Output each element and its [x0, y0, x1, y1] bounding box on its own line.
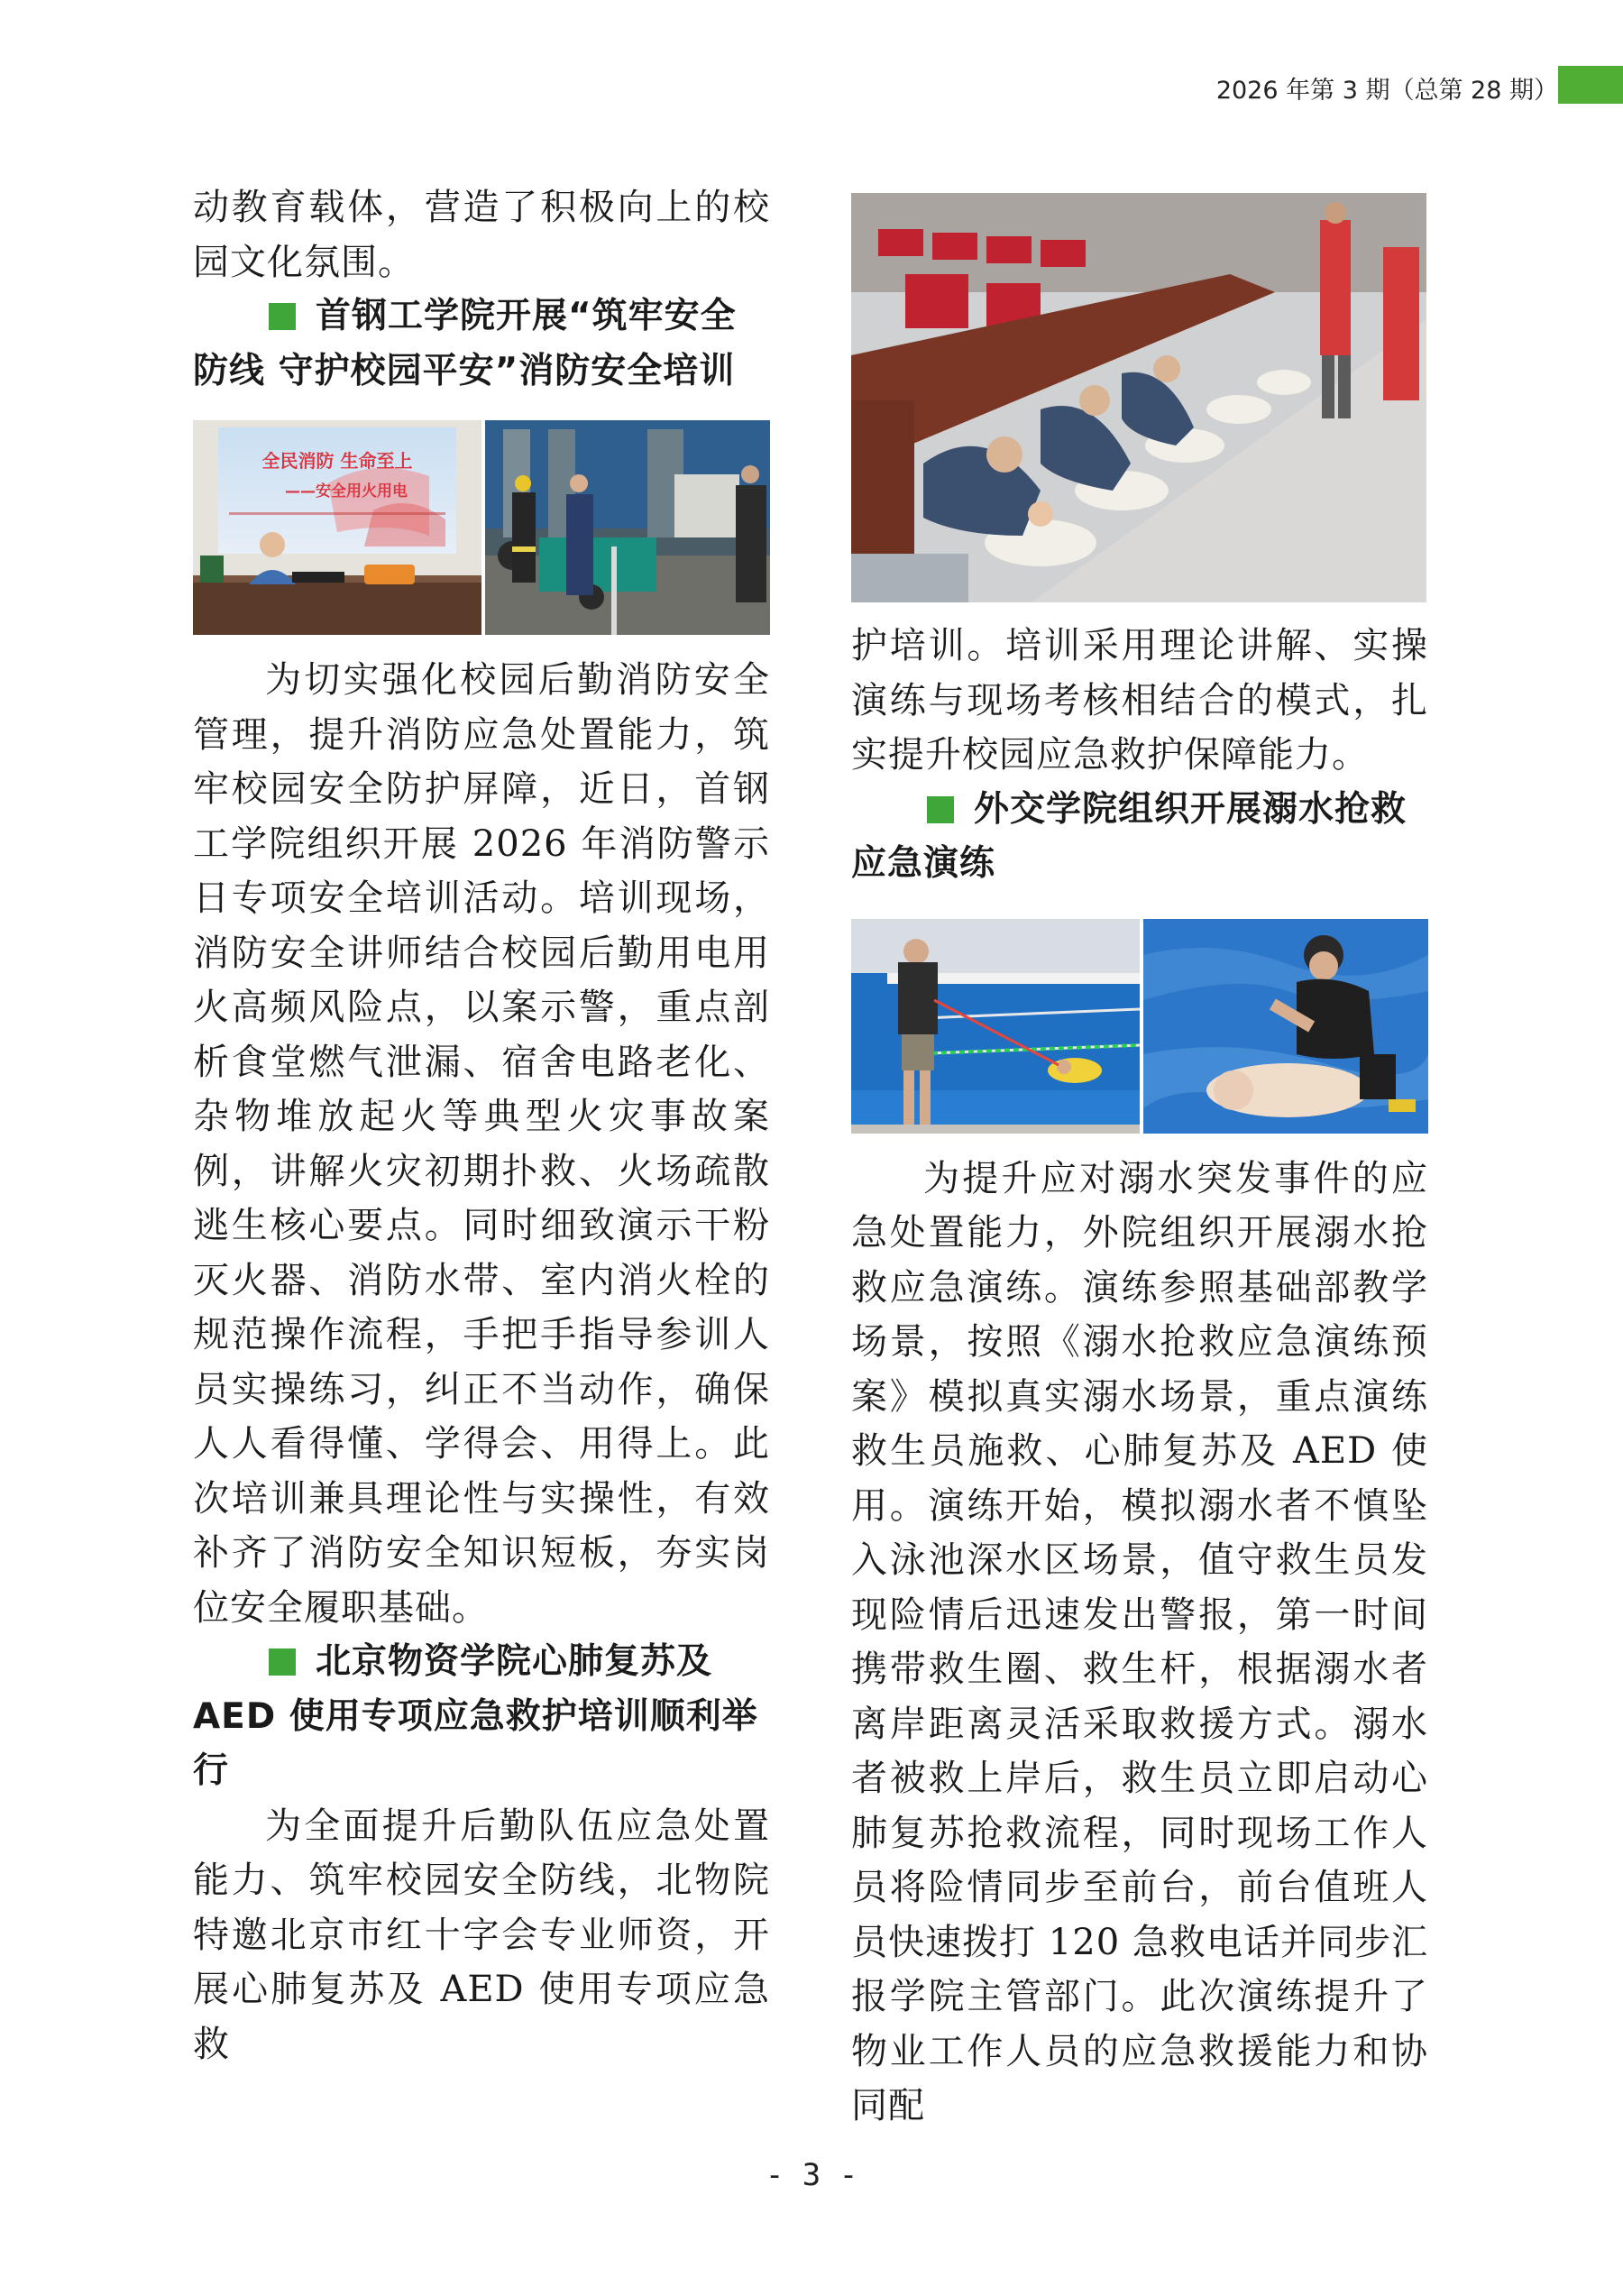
photo-row-fire-training — [193, 420, 770, 635]
photo-cpr-on-mat — [1143, 919, 1428, 1134]
section-heading-shougang — [193, 289, 770, 399]
banner-subtitle: ——安全用火用电 — [285, 482, 408, 501]
left-column — [193, 180, 770, 2071]
section2-continued-paragraph: 护培训。培训采用理论讲解、实操演练与现场考核相结合的模式，扎实提升校园应急救护保障能力。 — [851, 625, 1428, 776]
section1-paragraph: 为切实强化校园后勤消防安全管理，提升消防应急处置能力，筑牢校园安全防护屏障，近日，首钢工学院组织开展 2026 年消防警示日专项安全培训活动。培训现场，消防安全讲师结合校园后勤用电用火高频风险点，以案示警，重点剖析食堂燃气泄漏、宿舍电路老化、杂物堆放起火等典型火灾事故案例，讲解火灾初期扑救、火场疏散逃生核心要点。同时细致演示干粉灭火器、消防水带、室内消火栓的规范操作流程，手把手指导参训人员实操练习，纠正不当动作，确保人人看得懂、学得会、用得上。此次培训兼具理论性与实操性，有效补齐了消防安全知识短板，夯实岗位安全履职基础。 — [193, 659, 770, 1629]
section-heading-waijiao — [851, 783, 1428, 892]
green-square-bullet-icon — [269, 303, 296, 330]
green-square-bullet-icon — [927, 796, 954, 823]
header-accent-bar — [1558, 66, 1623, 104]
photo-cpr-training-hall — [851, 193, 1426, 602]
issue-header: 2026 年第 3 期（总第 28 期） — [1215, 77, 1558, 105]
right-column — [851, 180, 1428, 2134]
section-heading-text: 北京物资学院心肺复苏及AED 使用专项应急救护培训顺利举行 — [193, 1641, 758, 1791]
section3-paragraph: 为提升应对溺水突发事件的应急处置能力，外院组织开展溺水抢救应急演练。演练参照基础部教学场景，按照《溺水抢救应急演练预案》模拟真实溺水场景，重点演练救生员施救、心肺复苏及 AED 使用。演练开始，模拟溺水者不慎坠入泳池深水区场景，值守救生员发现险情后迅速发出警报，第一时间携带救生圈、救生杆，根据溺水者离岸距离灵活采取救援方式。溺水者被救上岸后，救生员立即启动心肺复苏抢救流程，同时现场工作人员将险情同步至前台，前台值班人员快速拨打 120 急救电话并同步汇报学院主管部门。此次演练提升了物业工作人员的应急救援能力和协同配 — [851, 1157, 1428, 2126]
section2-paragraph: 为全面提升后勤队伍应急处置能力、筑牢校园安全防线，北物院特邀北京市红十字会专业师资，开展心肺复苏及 AED 使用专项应急救 — [193, 1805, 770, 2065]
page-number: - 3 - — [765, 2157, 858, 2193]
banner-slogan: 全民消防 生命至上 — [261, 450, 413, 472]
intro-paragraph: 动教育载体，营造了积极向上的校园文化氛围。 — [193, 187, 770, 283]
section-heading-wuzi — [193, 1635, 770, 1799]
photo-pool-rescue — [851, 919, 1140, 1134]
section-heading-text: 外交学院组织开展溺水抢救应急演练 — [851, 788, 1408, 884]
section-heading-text: 首钢工学院开展“筑牢安全防线 守护校园平安”消防安全培训 — [193, 296, 737, 391]
green-square-bullet-icon — [269, 1649, 296, 1676]
photo-firefighter-demo — [485, 420, 770, 635]
photo-lecture-hall — [193, 420, 481, 635]
photo-row-drowning-drill — [851, 919, 1428, 1134]
